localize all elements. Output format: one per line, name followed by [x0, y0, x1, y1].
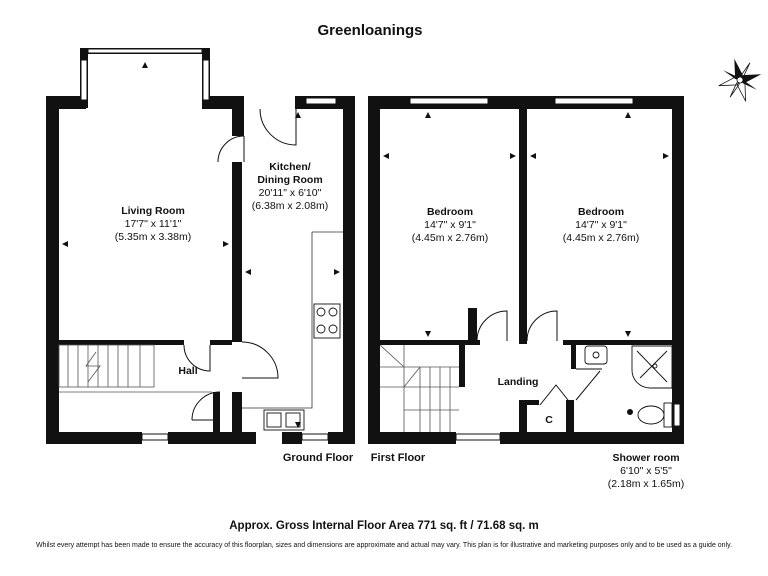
bedroom-1-label — [390, 206, 510, 245]
first-floor-doors — [477, 311, 602, 405]
room-dimensions-metric: (6.38m x 2.08m) — [251, 200, 329, 212]
room-dimensions-metric: (4.45m x 2.76m) — [562, 232, 640, 244]
room-name: Landing — [497, 376, 539, 388]
ground-floor-plan — [46, 48, 355, 444]
wall — [232, 96, 244, 136]
shower-tray-icon — [632, 346, 672, 388]
landing-label — [492, 376, 544, 389]
room-name: Kitchen/ — [269, 161, 311, 173]
room-name: C — [545, 414, 553, 426]
kitchen-label — [234, 161, 346, 213]
room-dimensions: 14'7" x 9'1" — [424, 219, 476, 231]
room-dimensions: 20'11" x 6'10" — [258, 187, 322, 199]
toilet-icon — [638, 403, 672, 427]
room-name-line2: Dining Room — [257, 174, 323, 186]
room-dimensions: 6'10" x 5'5" — [620, 465, 672, 477]
wall — [328, 432, 355, 444]
room-name: Shower room — [612, 452, 680, 464]
room-dimensions-metric: (4.45m x 2.76m) — [411, 232, 489, 244]
bedroom-2-label — [540, 206, 662, 245]
wall — [213, 392, 220, 444]
light-icon — [627, 409, 633, 415]
cupboard-label — [541, 414, 557, 427]
hall-label — [170, 365, 206, 378]
first-stairs — [380, 345, 459, 432]
floor-area-text: Approx. Gross Internal Floor Area 771 sq. ft / 71.68 sq. m — [229, 520, 539, 532]
first-floor-plan — [368, 96, 684, 444]
room-dimensions: 14'7" x 9'1" — [575, 219, 627, 231]
plan-title: Greenloanings — [317, 22, 423, 39]
wall — [210, 340, 232, 345]
room-name: Bedroom — [426, 206, 474, 218]
first-floor-windows — [410, 98, 680, 440]
wall — [282, 432, 302, 444]
hob-icon — [314, 304, 340, 338]
wall — [46, 432, 142, 444]
wall — [343, 96, 355, 444]
living-room-label — [88, 205, 218, 244]
shower-room-label — [596, 452, 696, 491]
ground-floor-label: Ground Floor — [282, 452, 354, 464]
room-name: Living Room — [121, 205, 185, 217]
wall — [59, 340, 184, 345]
first-floor-label: First Floor — [370, 452, 426, 464]
room-dimensions-metric: (2.18m x 1.65m) — [607, 478, 685, 490]
room-dimensions-metric: (5.35m x 3.38m) — [114, 231, 192, 243]
compass-rose-icon — [713, 53, 767, 107]
wall — [232, 392, 242, 444]
disclaimer-text: Whilst every attempt has been made to ensure the accuracy of this floorplan, sizes and dimensions are approximate and actual may vary. This plan is for illustrative and marketing purposes only and to be used as a guide only. — [35, 542, 733, 549]
wall — [168, 432, 256, 444]
room-name: Hall — [178, 365, 198, 377]
room-name: Bedroom — [577, 206, 625, 218]
room-dimensions: 17'7" x 11'1" — [124, 218, 182, 230]
kitchen-worktop — [242, 232, 343, 408]
wall — [46, 96, 59, 444]
basin-icon — [585, 346, 607, 364]
